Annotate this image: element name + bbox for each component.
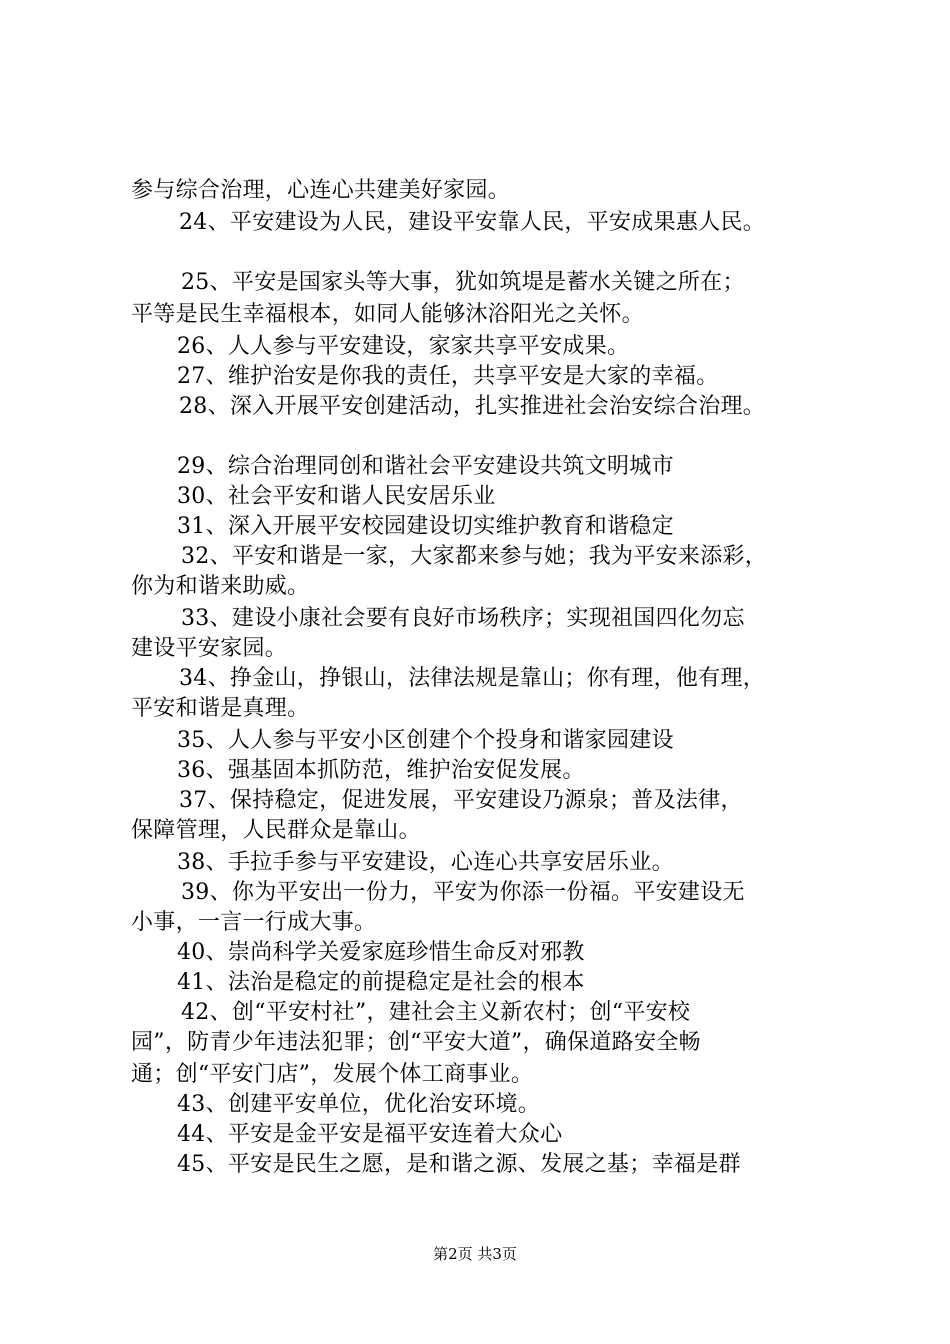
text-line: 27、维护治安是你我的责任，共享平安是大家的幸福。 xyxy=(177,364,719,389)
text-line: 保障管理，人民群众是靠山。 xyxy=(131,818,421,843)
text-line: 平安和谐是真理。 xyxy=(131,696,310,721)
text-line: 26、人人参与平安建设，家家共享平安成果。 xyxy=(177,334,630,359)
text-line: 通；创“平安门店”，发展个体工商事业。 xyxy=(131,1062,534,1087)
text-line: 参与综合治理，心连心共建美好家园。 xyxy=(131,178,511,203)
text-line: 45、平安是民生之愿，是和谐之源、发展之基；幸福是群 xyxy=(177,1152,741,1177)
text-line: 40、崇尚科学关爱家庭珍惜生命反对邪教 xyxy=(177,940,585,965)
text-line: 你为和谐来助威。 xyxy=(131,574,310,599)
text-line: 平等是民生幸福根本，如同人能够沐浴阳光之关怀。 xyxy=(131,302,644,327)
text-line: 25、平安是国家头等大事，犹如筑堤是蓄水关键之所在； xyxy=(181,270,745,295)
text-line: 35、人人参与平安小区创建个个投身和谐家园建设 xyxy=(177,728,674,753)
text-line: 44、平安是金平安是福平安连着大众心 xyxy=(177,1122,563,1147)
text-line: 小事，一言一行成大事。 xyxy=(131,910,377,935)
page-footer: 第2页 共3页 xyxy=(433,1245,517,1263)
text-line: 建设平安家园。 xyxy=(131,636,288,661)
text-line: 32、平安和谐是一家，大家都来参与她；我为平安来添彩， xyxy=(181,544,768,569)
text-line: 37、保持稳定，促进发展，平安建设乃源泉；普及法律， xyxy=(179,788,743,813)
text-line: 29、综合治理同创和谐社会平安建设共筑文明城市 xyxy=(177,454,674,479)
text-line: 28、深入开展平安创建活动，扎实推进社会治安综合治理。 xyxy=(179,394,766,419)
text-line: 39、你为平安出一份力，平安为你添一份福。平安建设无 xyxy=(181,880,745,905)
text-line: 33、建设小康社会要有良好市场秩序；实现祖国四化勿忘 xyxy=(181,606,745,631)
text-line: 41、法治是稳定的前提稳定是社会的根本 xyxy=(177,970,585,995)
text-line: 30、社会平安和谐人民安居乐业 xyxy=(177,484,496,509)
text-line: 31、深入开展平安校园建设切实维护教育和谐稳定 xyxy=(177,514,674,539)
text-line: 34、挣金山，挣银山，法律法规是靠山；你有理，他有理， xyxy=(179,666,766,691)
text-line: 36、强基固本抓防范，维护治安促发展。 xyxy=(177,758,585,783)
text-line: 24、平安建设为人民，建设平安靠人民，平安成果惠人民。 xyxy=(179,210,766,235)
text-line: 42、创“平安村社”，建社会主义新农村；创“平安校 xyxy=(181,1000,691,1025)
text-line: 43、创建平安单位，优化治安环境。 xyxy=(177,1092,541,1117)
text-line: 38、手拉手参与平安建设，心连心共享安居乐业。 xyxy=(177,850,674,875)
text-line: 园”，防青少年违法犯罪；创“平安大道”，确保道路安全畅 xyxy=(131,1030,701,1055)
